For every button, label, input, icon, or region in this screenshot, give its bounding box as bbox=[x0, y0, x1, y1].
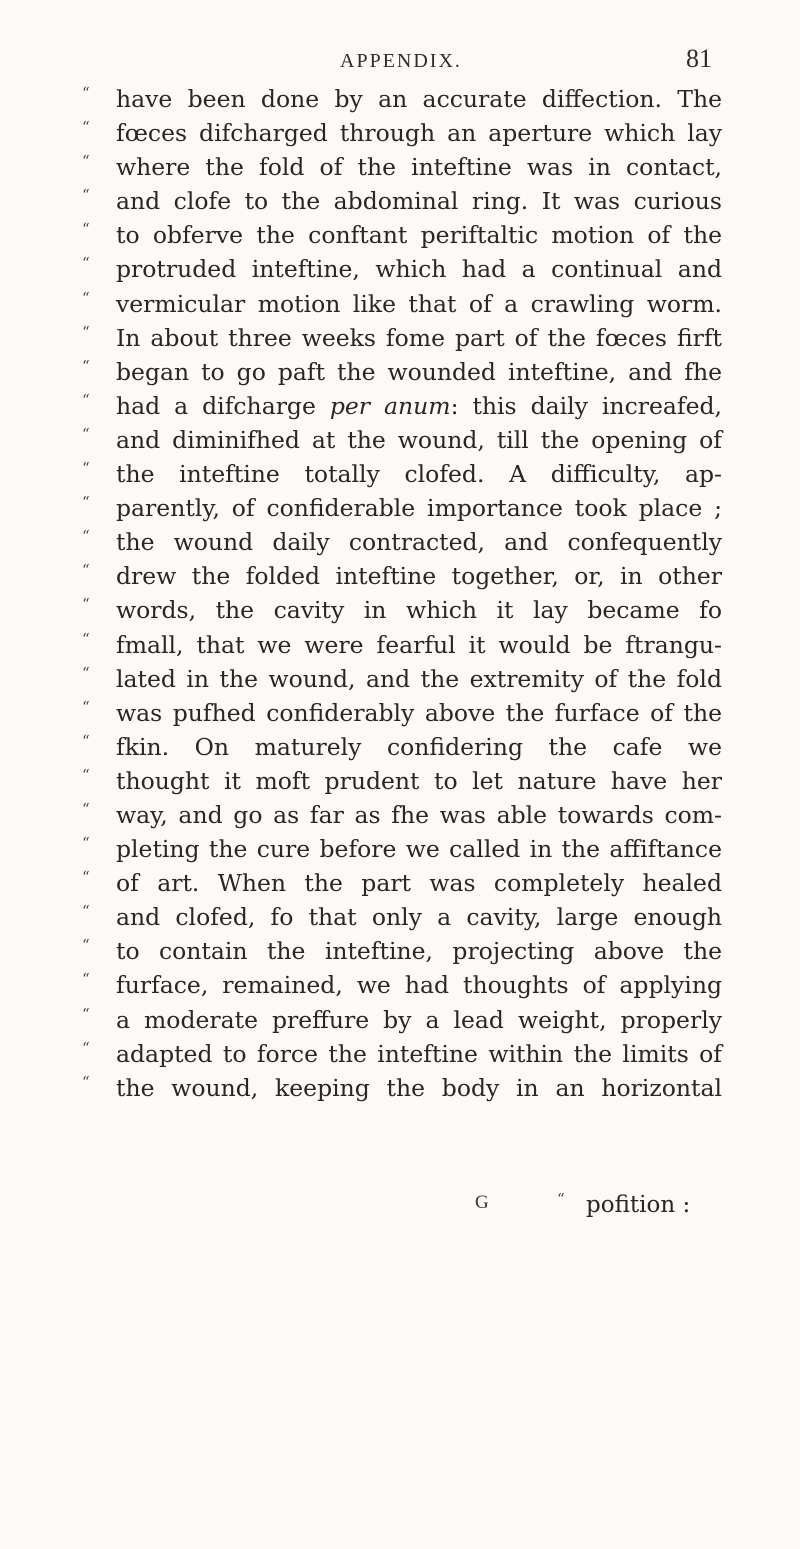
text-line bbox=[82, 355, 722, 389]
quote-mark: “ bbox=[82, 629, 90, 648]
text-line bbox=[82, 423, 722, 457]
text-line bbox=[82, 150, 722, 184]
line-text: have been done by an accurate diffection. The bbox=[116, 85, 722, 113]
quote-mark: “ bbox=[82, 220, 90, 239]
text-line bbox=[82, 934, 722, 968]
quote-mark: “ bbox=[82, 1072, 90, 1091]
line-text: fkin. On maturely confidering the cafe we bbox=[116, 732, 722, 761]
quote-mark: “ bbox=[82, 731, 90, 750]
line-text: protruded inteftine, which had a continual and bbox=[116, 255, 722, 284]
quote-mark: “ bbox=[82, 493, 90, 512]
text-line bbox=[82, 218, 722, 252]
line-text: began to go paft the wounded inteftine, and fhe bbox=[116, 357, 722, 386]
text-line bbox=[82, 900, 722, 934]
quote-mark: “ bbox=[82, 970, 90, 989]
quote-mark: “ bbox=[82, 424, 90, 443]
line-text: a moderate preffure by a lead weight, properly bbox=[116, 1005, 722, 1034]
quote-mark: “ bbox=[82, 390, 90, 409]
quote-mark: “ bbox=[82, 799, 90, 818]
line-text: lated in the wound, and the extremity of the fold bbox=[116, 664, 722, 693]
quote-mark: “ bbox=[82, 84, 90, 102]
text-line bbox=[82, 1037, 722, 1071]
line-text: had a difcharge per anum: this daily increafed, bbox=[116, 391, 722, 420]
text-line bbox=[82, 1003, 722, 1037]
line-text: words, the cavity in which it lay became fo bbox=[116, 596, 722, 625]
text-line bbox=[82, 696, 722, 730]
quote-mark: “ bbox=[82, 1038, 90, 1057]
catchword: pofition : bbox=[586, 1192, 691, 1218]
quote-mark: “ bbox=[82, 152, 90, 171]
text-line bbox=[82, 184, 722, 218]
text-line bbox=[82, 116, 722, 150]
quote-mark: “ bbox=[82, 322, 90, 341]
line-text: of art. When the part was completely healed bbox=[116, 869, 722, 898]
quote-mark: “ bbox=[82, 936, 90, 955]
text-line bbox=[82, 82, 722, 116]
text-line bbox=[82, 321, 722, 355]
text-line bbox=[82, 764, 722, 798]
text-line bbox=[82, 1071, 722, 1105]
text-line bbox=[82, 525, 722, 559]
line-text: way, and go as far as fhe was able towards com- bbox=[116, 800, 722, 829]
line-text: and clofe to the abdominal ring. It was curious bbox=[116, 187, 722, 216]
line-text: pleting the cure before we called in the affiftance bbox=[116, 835, 722, 864]
line-text: In about three weeks fome part of the fœces firft bbox=[116, 323, 722, 352]
quote-mark: “ bbox=[82, 527, 90, 546]
quote-mark: “ bbox=[82, 1004, 90, 1023]
line-text: adapted to force the inteftine within the limits of bbox=[116, 1039, 722, 1068]
quote-mark: “ bbox=[82, 697, 90, 716]
line-text: vermicular motion like that of a crawling worm. bbox=[116, 289, 722, 318]
line-text: fœces difcharged through an aperture which lay bbox=[116, 119, 722, 148]
quote-mark: “ bbox=[82, 868, 90, 887]
line-text: to contain the inteftine, projecting above the bbox=[116, 937, 722, 966]
quote-mark: “ bbox=[82, 356, 90, 375]
line-text: and clofed, fo that only a cavity, large enough bbox=[116, 903, 722, 932]
quote-mark: “ bbox=[82, 902, 90, 921]
text-line bbox=[82, 287, 722, 321]
text-line bbox=[82, 866, 722, 900]
body-text bbox=[82, 82, 722, 1105]
text-line bbox=[82, 798, 722, 832]
quote-mark: “ bbox=[82, 459, 90, 478]
line-text: fmall, that we were fearful it would be ftrangu- bbox=[116, 630, 722, 659]
quote-mark: “ bbox=[82, 663, 90, 682]
line-text: the inteftine totally clofed. A difficulty, ap- bbox=[116, 460, 722, 489]
quote-mark: “ bbox=[82, 118, 90, 137]
line-text: drew the folded inteftine together, or, in other bbox=[116, 562, 722, 591]
line-text: and diminifhed at the wound, till the opening of bbox=[116, 425, 722, 454]
text-line bbox=[82, 491, 722, 525]
line-text: thought it moft prudent to let nature have her bbox=[116, 766, 722, 795]
text-line bbox=[82, 968, 722, 1002]
line-text: where the fold of the inteftine was in contact, bbox=[116, 153, 722, 182]
quote-mark: “ bbox=[82, 561, 90, 580]
quote-mark: “ bbox=[82, 288, 90, 307]
page-number: 81 bbox=[686, 44, 712, 73]
signature-mark: G bbox=[475, 1192, 489, 1213]
page-footer bbox=[0, 1192, 800, 1226]
text-line bbox=[82, 730, 722, 764]
text-line bbox=[82, 389, 722, 423]
quote-mark: “ bbox=[82, 834, 90, 853]
line-text: was pufhed confiderably above the furface of the bbox=[116, 698, 722, 727]
line-text: the wound daily contracted, and confequently bbox=[116, 528, 722, 557]
text-line bbox=[82, 457, 722, 491]
line-text: to obferve the conftant periftaltic motion of the bbox=[116, 221, 722, 250]
line-text: furface, remained, we had thoughts of applying bbox=[116, 971, 722, 1000]
text-line bbox=[82, 628, 722, 662]
line-text: the wound, keeping the body in an horizontal bbox=[116, 1073, 722, 1102]
quote-mark: “ bbox=[82, 254, 90, 273]
quote-mark: “ bbox=[82, 186, 90, 205]
line-text: parently, of confiderable importance took place ; bbox=[116, 494, 722, 523]
text-line bbox=[82, 559, 722, 593]
running-head bbox=[0, 44, 800, 74]
running-head-title: APPENDIX. bbox=[340, 50, 462, 72]
text-line bbox=[82, 252, 722, 286]
quote-mark: “ bbox=[82, 765, 90, 784]
quote-mark: “ bbox=[82, 595, 90, 614]
text-line bbox=[82, 832, 722, 866]
catchword-quote-mark: “ bbox=[557, 1190, 565, 1208]
text-line bbox=[82, 662, 722, 696]
text-line bbox=[82, 593, 722, 627]
